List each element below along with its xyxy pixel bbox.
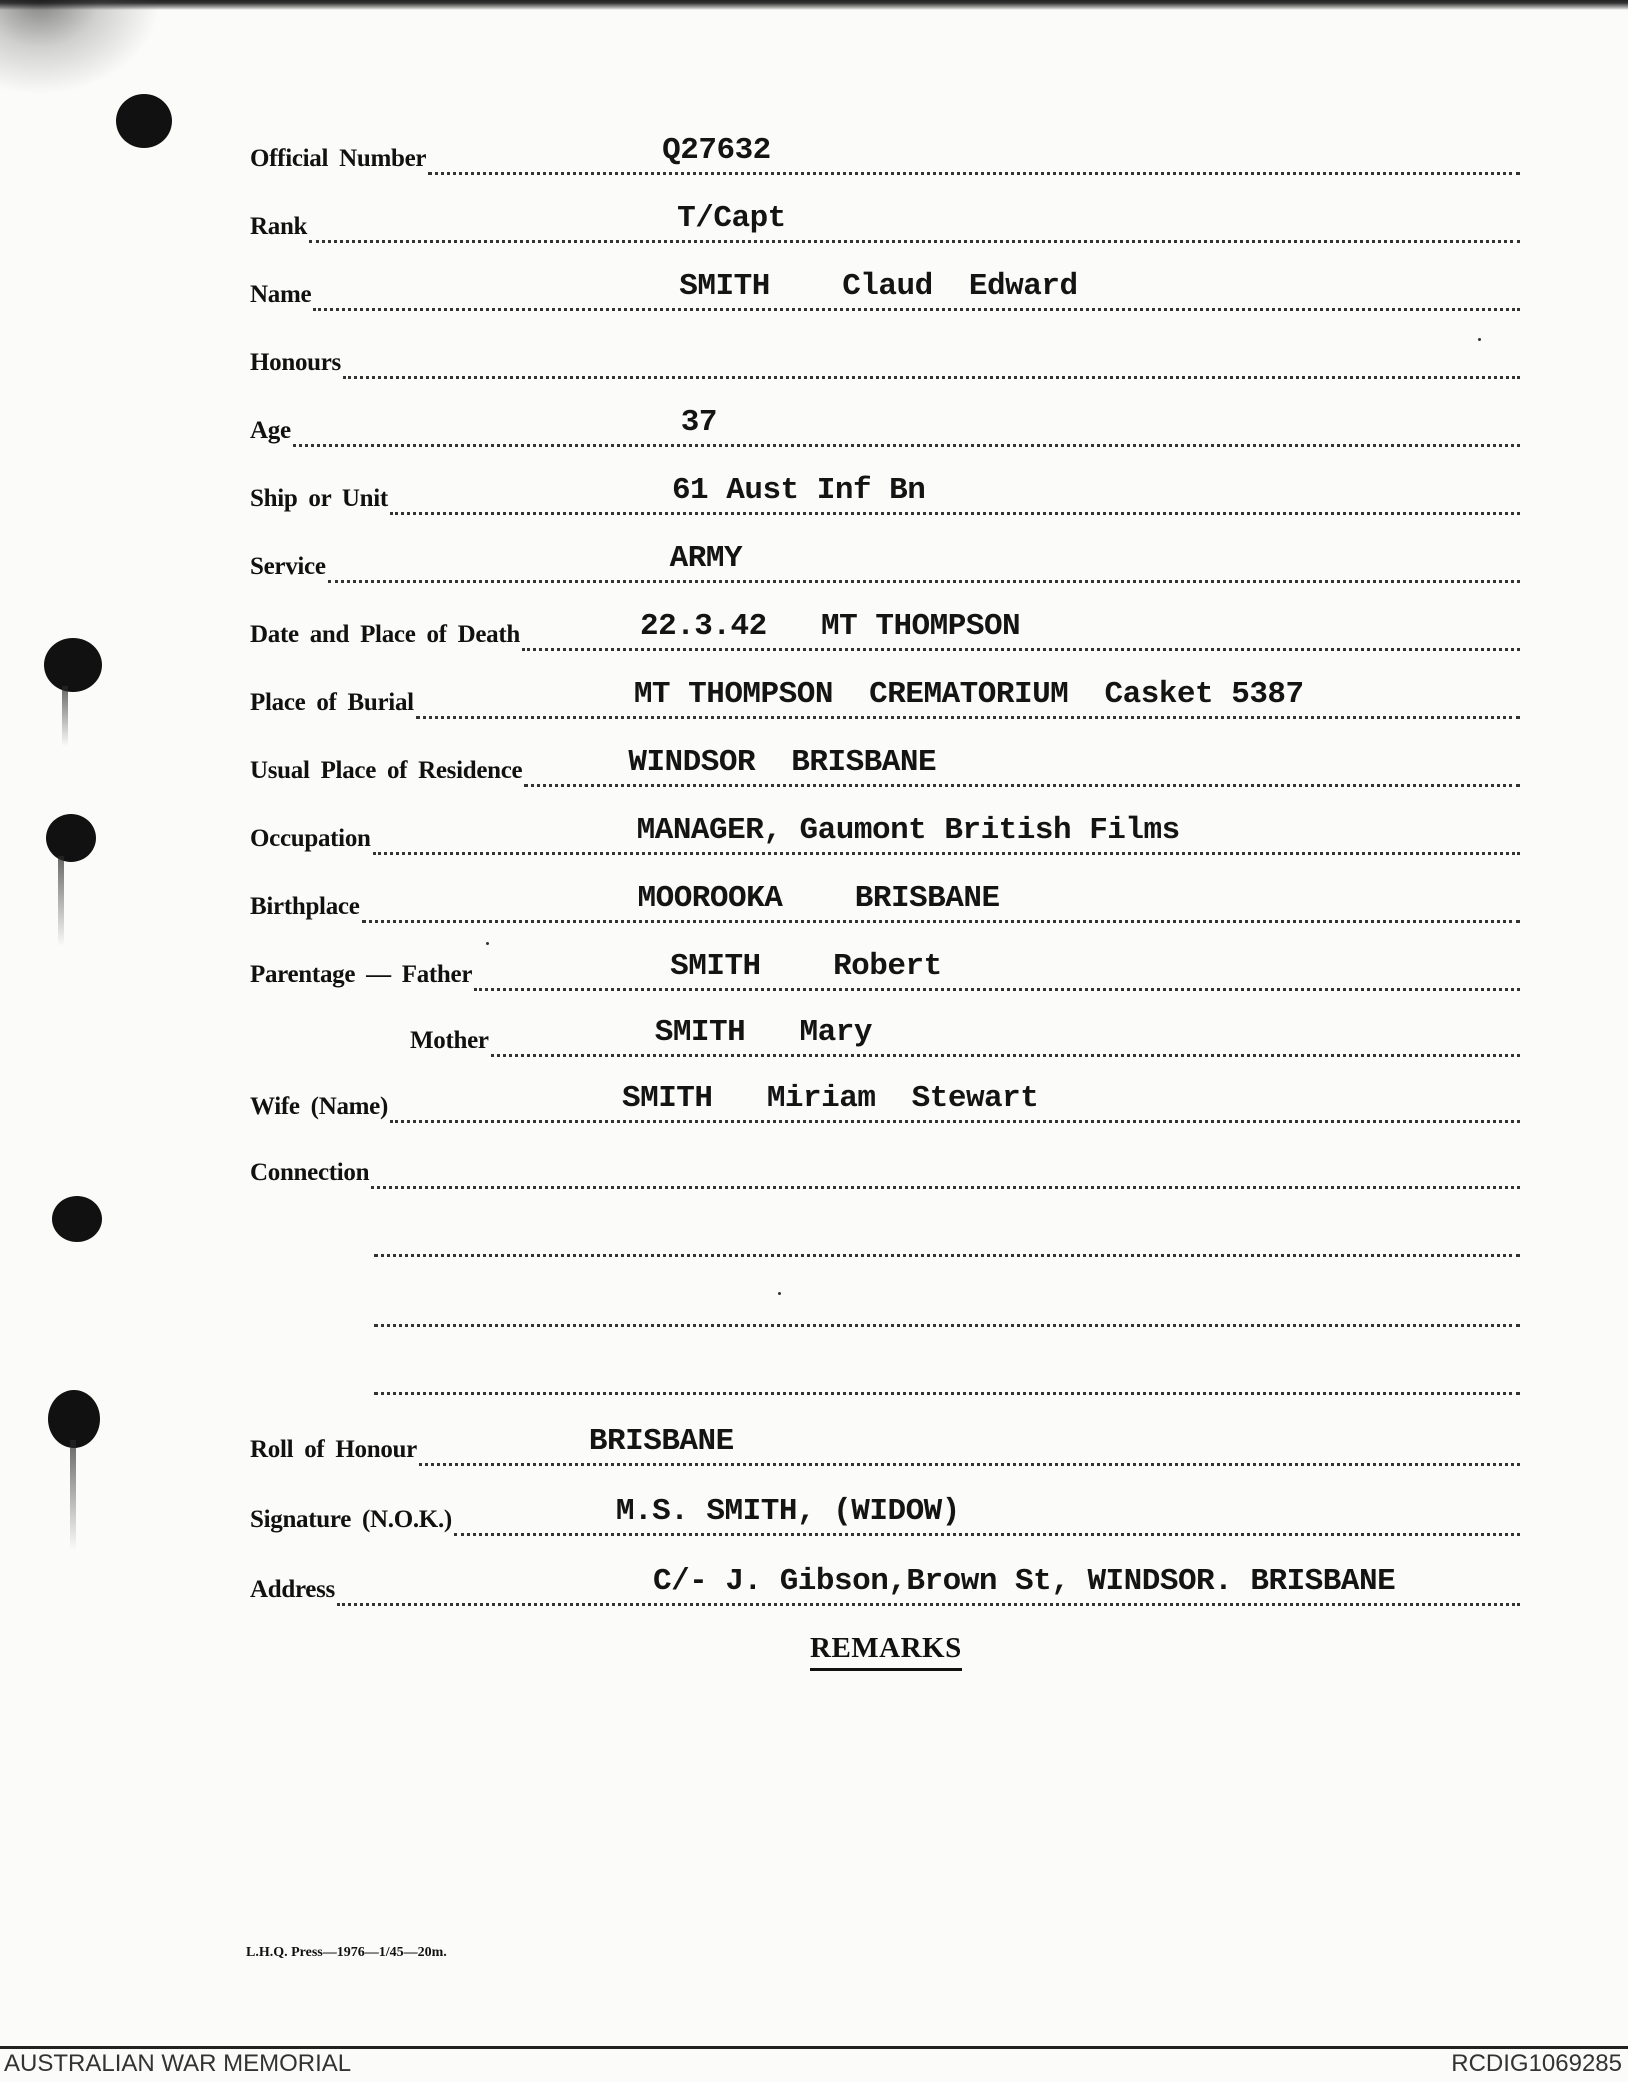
- punch-hole-3: [46, 814, 96, 862]
- roll-of-honour-row: [250, 1426, 1520, 1466]
- address-label: Address: [250, 1576, 335, 1603]
- age-row: [250, 407, 1520, 447]
- occupation-label: Occupation: [250, 825, 371, 852]
- wife-label: Wife (Name): [250, 1093, 388, 1120]
- father-value: SMITH Robert: [670, 949, 942, 984]
- usual-residence-label: Usual Place of Residence: [250, 757, 523, 784]
- signature-label: Signature (N.O.K.): [250, 1506, 452, 1533]
- connection-blank-line-3: [374, 1392, 1520, 1395]
- father-label: Parentage — Father: [250, 961, 473, 988]
- ship-or-unit-row: [250, 475, 1520, 515]
- mother-value: SMITH Mary: [654, 1015, 872, 1050]
- age-label: Age: [250, 417, 291, 444]
- birthplace-value: MOOROOKA BRISBANE: [637, 881, 1000, 916]
- punch-hole-1: [116, 94, 172, 148]
- birthplace-row: [250, 883, 1520, 923]
- occupation-row: [250, 815, 1520, 855]
- date-place-death-row: [250, 611, 1520, 651]
- date-place-death-value: 22.3.42 MT THOMPSON: [640, 609, 1021, 644]
- footer-source: AUSTRALIAN WAR MEMORIAL: [4, 2050, 352, 2077]
- place-of-burial-row: [250, 679, 1520, 719]
- address-row: [250, 1566, 1520, 1606]
- official-number-label: Official Number: [250, 145, 427, 172]
- punch-hole-4: [52, 1196, 102, 1242]
- usual-residence-value: WINDSOR BRISBANE: [628, 745, 937, 780]
- punch-hole-2: [44, 638, 102, 692]
- ship-or-unit-label: Ship or Unit: [250, 485, 388, 512]
- footer-id: RCDIG1069285: [1451, 2050, 1622, 2077]
- scan-corner-shadow: [0, 0, 180, 110]
- punch-hole-smear: [58, 856, 64, 946]
- footer-rule: [0, 2046, 1628, 2049]
- signature-value: M.S. SMITH, (WIDOW): [615, 1494, 960, 1529]
- punch-hole-smear: [70, 1440, 76, 1550]
- connection-blank-line-1: [374, 1254, 1520, 1257]
- service-row: [250, 543, 1520, 583]
- paper-speck: [778, 1292, 781, 1295]
- wife-value: SMITH Miriam Stewart: [622, 1081, 1039, 1116]
- official-number-value: Q27632: [662, 133, 771, 168]
- mother-row: [410, 1017, 1520, 1057]
- connection-label: Connection: [250, 1159, 370, 1186]
- rank-value: T/Capt: [677, 201, 786, 236]
- wife-row: [250, 1083, 1520, 1123]
- place-of-burial-value: MT THOMPSON CREMATORIUM Casket 5387: [633, 677, 1304, 712]
- official-number-row: [250, 135, 1520, 175]
- service-label: Service: [250, 553, 326, 580]
- roll-of-honour-value: BRISBANE: [588, 1424, 734, 1459]
- rank-label: Rank: [250, 213, 308, 240]
- ship-or-unit-value: 61 Aust Inf Bn: [671, 473, 926, 508]
- connection-blank-line-2: [374, 1324, 1520, 1327]
- remarks-heading: REMARKS: [810, 1632, 962, 1671]
- honours-row: [250, 339, 1520, 379]
- mother-label: Mother: [410, 1027, 489, 1054]
- place-of-burial-label: Place of Burial: [250, 689, 414, 716]
- birthplace-label: Birthplace: [250, 893, 360, 920]
- occupation-value: MANAGER, Gaumont British Films: [636, 813, 1180, 848]
- date-place-death-label: Date and Place of Death: [250, 621, 520, 648]
- scan-top-edge: [0, 0, 1628, 10]
- father-row: [250, 951, 1520, 991]
- usual-residence-row: [250, 747, 1520, 787]
- press-mark: L.H.Q. Press—1976—1/45—20m.: [246, 1945, 447, 1960]
- name-row: [250, 271, 1520, 311]
- name-label: Name: [250, 281, 312, 308]
- service-value: ARMY: [669, 541, 743, 576]
- punch-hole-smear: [62, 686, 68, 746]
- signature-row: [250, 1496, 1520, 1536]
- roll-of-honour-label: Roll of Honour: [250, 1436, 417, 1463]
- age-value: 37: [680, 405, 717, 440]
- honours-label: Honours: [250, 349, 341, 376]
- name-value: SMITH Claud Edward: [679, 269, 1078, 304]
- paper-speck: [486, 942, 489, 945]
- address-value: C/- J. Gibson,Brown St, WINDSOR. BRISBANE: [652, 1564, 1396, 1599]
- connection-row: [250, 1149, 1520, 1189]
- rank-row: [250, 203, 1520, 243]
